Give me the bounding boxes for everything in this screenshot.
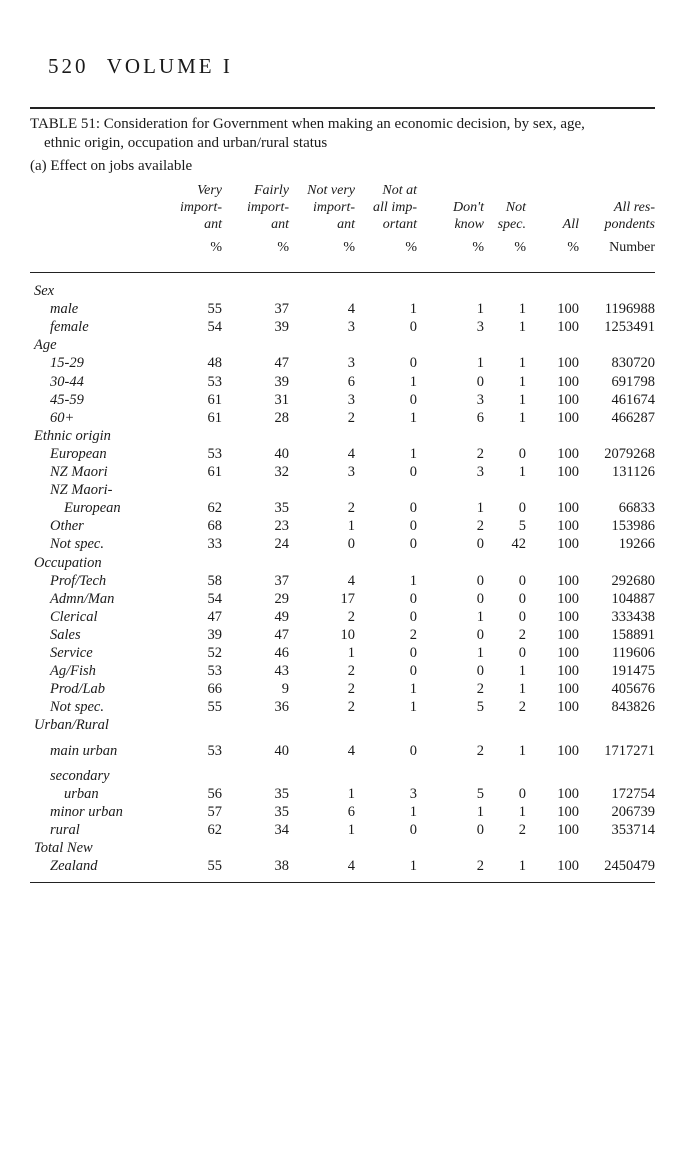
table-cell: 100 bbox=[557, 858, 579, 875]
table-cell: 31 bbox=[274, 391, 289, 408]
table-cell: 172754 bbox=[611, 785, 655, 802]
bottom-rule bbox=[30, 882, 655, 883]
table-cell: 405676 bbox=[611, 681, 655, 698]
row-group-label bbox=[0, 768, 700, 786]
table-cell: 1 bbox=[518, 409, 526, 426]
caption-line-2: ethnic origin, occupation and urban/rural status bbox=[44, 135, 328, 151]
table-cell: 0 bbox=[409, 536, 417, 553]
column-header-line: Not very bbox=[307, 183, 355, 198]
table-cell: 39 bbox=[207, 626, 222, 643]
row-label: European bbox=[64, 500, 121, 517]
page-header bbox=[48, 54, 233, 79]
table-cell: 37 bbox=[274, 301, 289, 318]
table-cell: 28 bbox=[274, 409, 289, 426]
table-cell: 0 bbox=[409, 608, 417, 625]
table-cell: 0 bbox=[409, 590, 417, 607]
table-cell: 1 bbox=[518, 373, 526, 390]
table-cell: 0 bbox=[518, 645, 526, 661]
table-cell: 19266 bbox=[618, 536, 655, 553]
table-cell: 100 bbox=[557, 355, 579, 372]
table-cell: 53 bbox=[207, 742, 222, 759]
table-cell: 0 bbox=[409, 391, 417, 408]
column-header-line: import- bbox=[247, 200, 289, 215]
table-cell: 0 bbox=[409, 645, 417, 661]
table-cell: 0 bbox=[347, 536, 355, 553]
table-cell: 1 bbox=[409, 409, 417, 426]
running-title: VOLUME I bbox=[106, 54, 233, 78]
table-cell: 6 bbox=[347, 803, 355, 820]
column-header-line: all imp- bbox=[373, 200, 417, 215]
table-cell: 1 bbox=[518, 464, 526, 480]
table-cell: 39 bbox=[274, 319, 289, 336]
table-cell: 3 bbox=[347, 319, 355, 336]
table-row bbox=[0, 500, 700, 518]
table-cell: 68 bbox=[207, 518, 222, 535]
row-label: Occupation bbox=[34, 554, 102, 571]
table-cell: 48 bbox=[207, 355, 222, 372]
row-label: main urban bbox=[50, 742, 118, 759]
table-cell: 353714 bbox=[611, 821, 655, 838]
column-unit: % bbox=[567, 240, 579, 255]
table-cell: 0 bbox=[476, 373, 484, 390]
column-header-line: ant bbox=[337, 217, 355, 232]
table-cell: 32 bbox=[274, 464, 289, 480]
column-header-line: ant bbox=[204, 217, 222, 232]
table-cell: 100 bbox=[557, 319, 579, 336]
column-header-line: ortant bbox=[382, 217, 417, 232]
table-subcaption: (a) Effect on jobs available bbox=[30, 158, 193, 174]
table-cell: 47 bbox=[274, 355, 289, 372]
row-label: male bbox=[50, 301, 79, 318]
table-cell: 3 bbox=[347, 391, 355, 408]
row-label: Other bbox=[50, 518, 84, 535]
table-cell: 38 bbox=[274, 858, 289, 875]
table-cell: 0 bbox=[476, 536, 484, 553]
row-label: Prod/Lab bbox=[50, 681, 106, 698]
table-cell: 39 bbox=[274, 373, 289, 390]
table-row bbox=[0, 573, 700, 591]
table-cell: 2 bbox=[347, 699, 355, 716]
table-cell: 3 bbox=[476, 319, 484, 336]
table-cell: 0 bbox=[518, 445, 526, 462]
row-label: 45-59 bbox=[50, 391, 84, 408]
table-cell: 2 bbox=[476, 518, 484, 535]
table-cell: 2 bbox=[347, 409, 355, 426]
row-label: urban bbox=[64, 785, 99, 802]
table-cell: 100 bbox=[557, 391, 579, 408]
table-cell: 206739 bbox=[611, 803, 655, 820]
table-cell: 1196988 bbox=[604, 301, 655, 318]
column-unit: Number bbox=[609, 240, 655, 255]
table-cell: 100 bbox=[557, 626, 579, 643]
table-cell: 1 bbox=[409, 572, 417, 589]
table-cell: 100 bbox=[557, 742, 579, 759]
table-cell: 100 bbox=[557, 785, 579, 802]
row-label: Prof/Tech bbox=[50, 572, 107, 589]
table-cell: 100 bbox=[557, 590, 579, 607]
table-cell: 158891 bbox=[611, 626, 655, 643]
row-label: Ethnic origin bbox=[34, 427, 111, 444]
table-row bbox=[0, 446, 700, 464]
table-cell: 29 bbox=[274, 590, 289, 607]
table-cell: 1 bbox=[409, 681, 417, 698]
table-cell: 3 bbox=[347, 464, 355, 480]
table-cell: 3 bbox=[409, 785, 417, 802]
table-cell: 100 bbox=[557, 536, 579, 553]
row-label: Sex bbox=[34, 283, 55, 299]
table-cell: 1 bbox=[347, 518, 355, 535]
column-header-line: spec. bbox=[497, 217, 526, 232]
row-label: 60+ bbox=[50, 409, 75, 426]
table-cell: 66 bbox=[207, 681, 222, 698]
table-cell: 1 bbox=[476, 500, 484, 517]
table-cell: 1 bbox=[476, 645, 484, 661]
table-cell: 100 bbox=[557, 373, 579, 390]
table-row bbox=[0, 743, 700, 761]
table-row bbox=[0, 804, 700, 822]
table-cell: 1 bbox=[409, 803, 417, 820]
table-cell: 691798 bbox=[611, 373, 655, 390]
table-row bbox=[0, 627, 700, 645]
table-cell: 333438 bbox=[611, 608, 655, 625]
row-label: Urban/Rural bbox=[34, 717, 109, 734]
table-cell: 100 bbox=[557, 663, 579, 680]
table-cell: 2 bbox=[476, 681, 484, 698]
table-cell: 58 bbox=[207, 572, 222, 589]
row-label: Clerical bbox=[50, 608, 98, 625]
top-rule bbox=[30, 107, 655, 109]
caption-line-1: TABLE 51: Consideration for Government when making an economic decision, by sex, age, bbox=[30, 116, 585, 132]
column-header bbox=[565, 182, 655, 256]
table-cell: 4 bbox=[347, 742, 355, 759]
table-cell: 2079268 bbox=[604, 445, 655, 462]
table-row bbox=[0, 681, 700, 699]
row-group-label bbox=[0, 717, 700, 735]
table-cell: 1 bbox=[347, 821, 355, 838]
table-cell: 56 bbox=[207, 785, 222, 802]
table-cell: 54 bbox=[207, 590, 222, 607]
column-header-line: All res- bbox=[613, 200, 655, 215]
table-cell: 2 bbox=[476, 445, 484, 462]
table-row bbox=[0, 374, 700, 392]
table-cell: 466287 bbox=[611, 409, 655, 426]
table-cell: 1253491 bbox=[604, 319, 655, 336]
table-cell: 49 bbox=[274, 608, 289, 625]
row-label: Admn/Man bbox=[50, 590, 115, 607]
table-cell: 100 bbox=[557, 803, 579, 820]
table-cell: 2450479 bbox=[604, 858, 655, 875]
row-label: Ag/Fish bbox=[50, 663, 96, 680]
table-cell: 4 bbox=[347, 445, 355, 462]
table-cell: 33 bbox=[207, 536, 222, 553]
table-cell: 100 bbox=[557, 821, 579, 838]
table-cell: 2 bbox=[347, 663, 355, 680]
header-rule bbox=[30, 272, 655, 273]
table-cell: 2 bbox=[347, 608, 355, 625]
table-cell: 36 bbox=[274, 699, 289, 716]
table-cell: 5 bbox=[476, 699, 484, 716]
table-cell: 0 bbox=[409, 500, 417, 517]
table-cell: 100 bbox=[557, 445, 579, 462]
table-row bbox=[0, 858, 700, 876]
column-header-line: Not at bbox=[382, 183, 417, 198]
column-unit: % bbox=[210, 240, 222, 255]
table-row bbox=[0, 591, 700, 609]
row-label: Zealand bbox=[50, 858, 98, 875]
column-header-line: Very bbox=[197, 183, 222, 198]
table-cell: 1 bbox=[476, 355, 484, 372]
table-cell: 1 bbox=[518, 663, 526, 680]
table-cell: 1 bbox=[518, 858, 526, 875]
table-row bbox=[0, 645, 700, 663]
column-header-line: Not bbox=[505, 200, 526, 215]
table-cell: 3 bbox=[347, 355, 355, 372]
table-cell: 0 bbox=[518, 500, 526, 517]
column-unit: % bbox=[472, 240, 484, 255]
table-cell: 100 bbox=[557, 409, 579, 426]
table-cell: 0 bbox=[518, 785, 526, 802]
table-cell: 57 bbox=[207, 803, 222, 820]
table-cell: 23 bbox=[274, 518, 289, 535]
table-cell: 24 bbox=[274, 536, 289, 553]
table-cell: 100 bbox=[557, 301, 579, 318]
row-label: Age bbox=[34, 337, 57, 354]
table-row bbox=[0, 410, 700, 428]
table-cell: 1 bbox=[347, 785, 355, 802]
table-cell: 100 bbox=[557, 645, 579, 661]
row-label: Sales bbox=[50, 626, 81, 643]
table-cell: 191475 bbox=[611, 663, 655, 680]
table-cell: 1 bbox=[476, 803, 484, 820]
table-cell: 0 bbox=[476, 821, 484, 838]
table-cell: 2 bbox=[347, 500, 355, 517]
table-cell: 53 bbox=[207, 373, 222, 390]
row-group-label bbox=[0, 840, 700, 858]
table-cell: 0 bbox=[518, 608, 526, 625]
table-cell: 66833 bbox=[618, 500, 655, 517]
table-cell: 0 bbox=[409, 464, 417, 480]
table-cell: 2 bbox=[518, 626, 526, 643]
table-cell: 35 bbox=[274, 500, 289, 517]
column-unit: % bbox=[405, 240, 417, 255]
table-cell: 2 bbox=[347, 681, 355, 698]
table-cell: 55 bbox=[207, 699, 222, 716]
table-cell: 37 bbox=[274, 572, 289, 589]
table-cell: 1 bbox=[518, 301, 526, 318]
table-cell: 461674 bbox=[611, 391, 655, 408]
table-cell: 5 bbox=[476, 785, 484, 802]
row-label: Not spec. bbox=[50, 699, 104, 716]
table-cell: 100 bbox=[557, 608, 579, 625]
table-cell: 1 bbox=[518, 681, 526, 698]
table-caption bbox=[30, 115, 660, 153]
table-row bbox=[0, 663, 700, 681]
column-unit: % bbox=[277, 240, 289, 255]
table-cell: 4 bbox=[347, 572, 355, 589]
row-label: NZ Maori bbox=[50, 464, 108, 480]
table-cell: 1 bbox=[476, 608, 484, 625]
table-cell: 1 bbox=[347, 645, 355, 661]
table-cell: 0 bbox=[518, 572, 526, 589]
table-row bbox=[0, 464, 700, 482]
table-row bbox=[0, 822, 700, 840]
table-cell: 292680 bbox=[611, 572, 655, 589]
column-header-line: import- bbox=[313, 200, 355, 215]
table-row bbox=[0, 609, 700, 627]
table-cell: 6 bbox=[347, 373, 355, 390]
row-label: minor urban bbox=[50, 803, 123, 820]
table-cell: 1 bbox=[518, 355, 526, 372]
table-cell: 1 bbox=[409, 858, 417, 875]
table-cell: 5 bbox=[518, 518, 526, 535]
table-cell: 0 bbox=[409, 319, 417, 336]
table-cell: 42 bbox=[511, 536, 526, 553]
table-cell: 40 bbox=[274, 445, 289, 462]
table-cell: 2 bbox=[476, 858, 484, 875]
column-unit: % bbox=[514, 240, 526, 255]
table-cell: 0 bbox=[409, 518, 417, 535]
row-label: secondary bbox=[50, 767, 110, 784]
table-cell: 1 bbox=[518, 803, 526, 820]
table-cell: 0 bbox=[409, 663, 417, 680]
table-cell: 0 bbox=[476, 590, 484, 607]
table-cell: 0 bbox=[409, 742, 417, 759]
row-group-label bbox=[0, 283, 700, 301]
table-cell: 4 bbox=[347, 858, 355, 875]
table-cell: 2 bbox=[518, 821, 526, 838]
table-cell: 1 bbox=[518, 391, 526, 408]
row-label: female bbox=[50, 319, 89, 336]
table-cell: 0 bbox=[409, 821, 417, 838]
table-cell: 0 bbox=[476, 626, 484, 643]
table-cell: 53 bbox=[207, 445, 222, 462]
table-row bbox=[0, 392, 700, 410]
table-cell: 61 bbox=[207, 391, 222, 408]
table-cell: 61 bbox=[207, 464, 222, 480]
table-row bbox=[0, 699, 700, 717]
table-cell: 52 bbox=[207, 645, 222, 661]
table-cell: 54 bbox=[207, 319, 222, 336]
table-cell: 100 bbox=[557, 464, 579, 480]
row-label: 30-44 bbox=[50, 373, 84, 390]
table-cell: 1 bbox=[518, 319, 526, 336]
table-cell: 1 bbox=[476, 301, 484, 318]
table-row bbox=[0, 355, 700, 373]
column-unit: % bbox=[343, 240, 355, 255]
row-group-label bbox=[0, 337, 700, 355]
table-cell: 2 bbox=[518, 699, 526, 716]
table-row bbox=[0, 786, 700, 804]
table-cell: 62 bbox=[207, 821, 222, 838]
table-cell: 47 bbox=[274, 626, 289, 643]
table-cell: 1717271 bbox=[604, 742, 655, 759]
table-row bbox=[0, 518, 700, 536]
table-cell: 43 bbox=[274, 663, 289, 680]
column-header-line: import- bbox=[180, 200, 222, 215]
column-header-line: know bbox=[454, 217, 484, 232]
table-row bbox=[0, 319, 700, 337]
table-cell: 100 bbox=[557, 572, 579, 589]
table-cell: 40 bbox=[274, 742, 289, 759]
row-label: Not spec. bbox=[50, 536, 104, 553]
table-cell: 830720 bbox=[611, 355, 655, 372]
table-cell: 1 bbox=[409, 445, 417, 462]
row-label: Total New bbox=[34, 840, 93, 856]
row-group-label bbox=[0, 428, 700, 446]
table-row bbox=[0, 536, 700, 554]
column-header-line: All bbox=[562, 217, 579, 232]
table-cell: 131126 bbox=[612, 464, 655, 480]
table-cell: 2 bbox=[409, 626, 417, 643]
table-cell: 47 bbox=[207, 608, 222, 625]
page-number: 520 bbox=[48, 54, 89, 78]
row-label: 15-29 bbox=[50, 355, 84, 372]
table-cell: 2 bbox=[476, 742, 484, 759]
row-label: rural bbox=[50, 821, 80, 838]
table-cell: 1 bbox=[518, 742, 526, 759]
column-header-line: pondents bbox=[604, 217, 655, 232]
table-cell: 55 bbox=[207, 301, 222, 318]
table-cell: 34 bbox=[274, 821, 289, 838]
row-label: Service bbox=[50, 645, 93, 661]
table-cell: 35 bbox=[274, 803, 289, 820]
row-group-label bbox=[0, 555, 700, 573]
table-cell: 62 bbox=[207, 500, 222, 517]
table-cell: 4 bbox=[347, 301, 355, 318]
table-cell: 55 bbox=[207, 858, 222, 875]
table-cell: 3 bbox=[476, 464, 484, 480]
table-cell: 153986 bbox=[611, 518, 655, 535]
table-cell: 100 bbox=[557, 500, 579, 517]
column-header-line bbox=[565, 182, 655, 199]
column-header-line: Fairly bbox=[254, 183, 289, 198]
table-cell: 1 bbox=[409, 373, 417, 390]
table-cell: 61 bbox=[207, 409, 222, 426]
table-cell: 9 bbox=[281, 681, 289, 698]
column-header-line: ant bbox=[271, 217, 289, 232]
table-cell: 0 bbox=[476, 663, 484, 680]
table-cell: 0 bbox=[409, 355, 417, 372]
row-label: NZ Maori- bbox=[50, 482, 113, 499]
row-group-label bbox=[0, 482, 700, 500]
table-cell: 0 bbox=[518, 590, 526, 607]
table-cell: 35 bbox=[274, 785, 289, 802]
table-cell: 843826 bbox=[611, 699, 655, 716]
table-cell: 46 bbox=[274, 645, 289, 661]
table-cell: 6 bbox=[476, 409, 484, 426]
table-cell: 3 bbox=[476, 391, 484, 408]
column-header-line: Don't bbox=[453, 200, 484, 215]
table-cell: 104887 bbox=[611, 590, 655, 607]
table-cell: 1 bbox=[409, 699, 417, 716]
table-cell: 17 bbox=[340, 590, 355, 607]
table-cell: 100 bbox=[557, 681, 579, 698]
table-cell: 100 bbox=[557, 518, 579, 535]
table-cell: 53 bbox=[207, 663, 222, 680]
table-cell: 10 bbox=[340, 626, 355, 643]
table-cell: 0 bbox=[476, 572, 484, 589]
row-label: European bbox=[50, 445, 107, 462]
table-cell: 100 bbox=[557, 699, 579, 716]
table-row bbox=[0, 301, 700, 319]
table-cell: 119606 bbox=[612, 645, 655, 661]
table-cell: 1 bbox=[409, 301, 417, 318]
